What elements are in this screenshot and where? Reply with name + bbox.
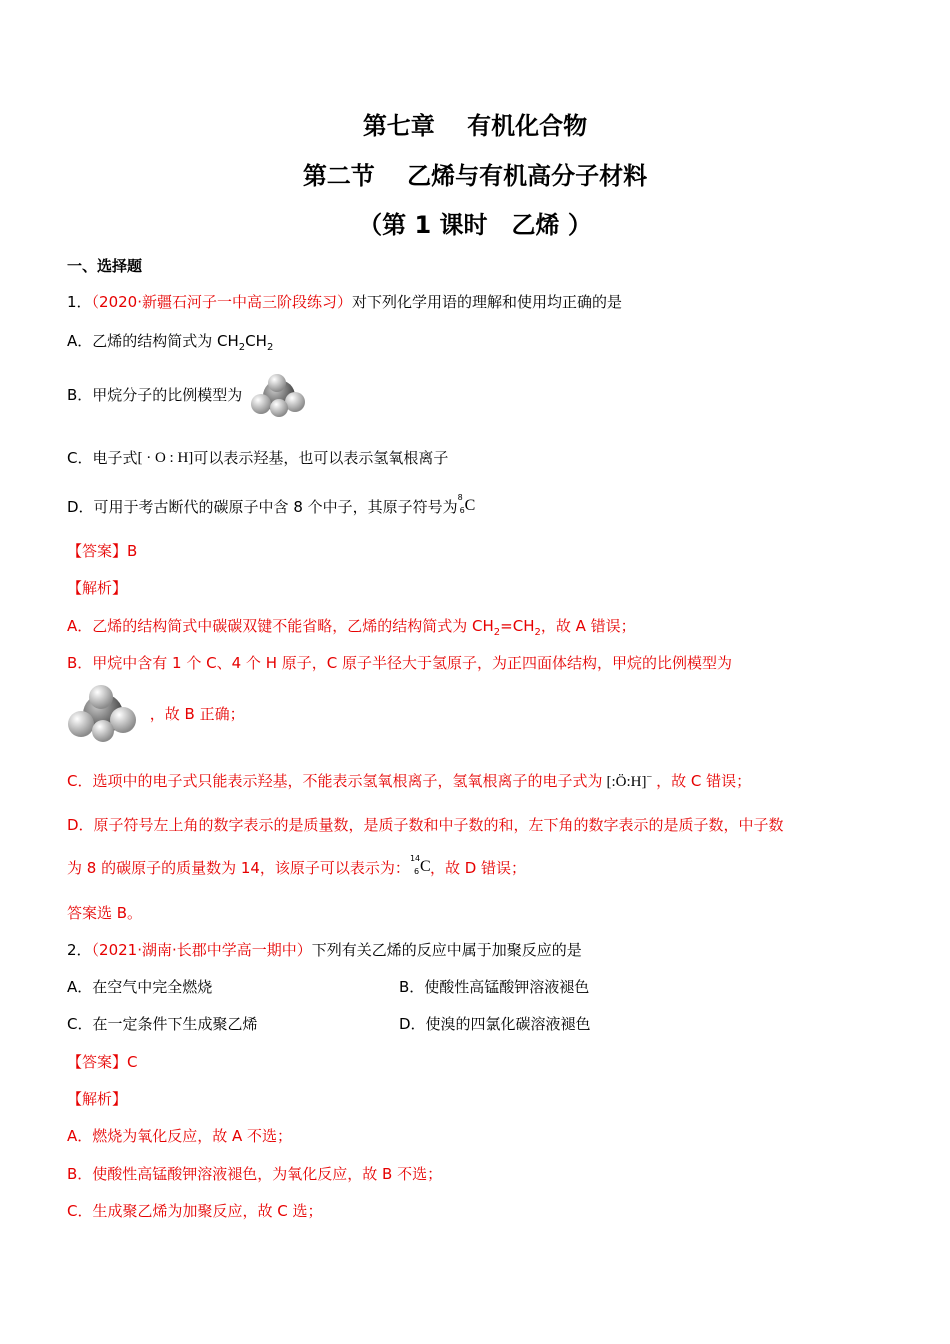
- q2-option-a: A．在空气中完全燃烧: [67, 978, 213, 996]
- q1-option-b: B．甲烷分子的比例模型为: [67, 374, 309, 418]
- q2-option-d: D．使溴的四氯化碳溶液褪色: [399, 1015, 591, 1033]
- q1-explain-d1: D．原子符号左上角的数字表示的是质量数，是质子数和中子数的和，左下角的数字表示的是质子数，中子数: [67, 816, 784, 834]
- q1-option-d: D．可用于考古断代的碳原子中含 8 个中子，其原子符号为 8 6 C: [67, 493, 476, 516]
- q2-explain-c: C．生成聚乙烯为加聚反应，故 C 选；: [67, 1202, 323, 1220]
- section-title: 第二节 乙烯与有机高分子材料: [302, 162, 648, 190]
- electron-formula: [ · O : H]: [137, 450, 194, 466]
- lesson-title: （第 1 课时 乙烯 ）: [358, 211, 592, 239]
- q1-stem: 1．（2020·新疆石河子一中高三阶段练习）对下列化学用语的理解和使用均正确的是: [67, 293, 623, 311]
- q2-analysis-label: 【解析】: [67, 1090, 128, 1108]
- q2-source: （2021·湖南·长郡中学高一期中）: [91, 941, 312, 959]
- q1-explain-a: A．乙烯的结构简式中碳碳双键不能省略，乙烯的结构简式为 $CH_2=CH_2$，故 A 错误；: [67, 617, 636, 638]
- q2-answer: 【答案】C: [67, 1053, 138, 1071]
- part-heading: 一、选择题: [67, 257, 143, 275]
- q2-option-c: C．在一定条件下生成聚乙烯: [67, 1015, 258, 1033]
- q1-explain-b-image: ，故 B 正确；: [67, 684, 245, 744]
- q1-explain-c: C．选项中的电子式只能表示羟基，不能表示氢氧根离子，氢氧根离子的电子式为 [:Ö:H]− ，故 C 错误；: [67, 772, 752, 790]
- q1-conclusion: 答案选 B。: [67, 904, 143, 922]
- q1-option-c: C．电子式[ · O : H]可以表示羟基，也可以表示氢氧根离子: [67, 449, 449, 467]
- q2-explain-b: B．使酸性高锰酸钾溶液褪色，为氧化反应，故 B 不选；: [67, 1165, 443, 1183]
- isotope-symbol-c14: 14 6 C: [409, 854, 431, 876]
- q1-source: （2020·新疆石河子一中高三阶段练习）: [91, 293, 352, 311]
- q2-explain-a: A．燃烧为氧化反应，故 A 不选；: [67, 1127, 293, 1145]
- q1-answer: 【答案】B: [67, 542, 138, 560]
- methane-model-icon: [67, 684, 139, 744]
- q1-explain-d2: 为 8 的碳原子的质量数为 14，该原子可以表示为： 14 6 C ，故 D 错误；: [67, 854, 527, 877]
- q2-option-b: B．使酸性高锰酸钾溶液褪色: [399, 978, 590, 996]
- hydroxide-electron-formula: [:Ö:H]−: [606, 772, 653, 790]
- methane-model-icon: [249, 374, 309, 418]
- isotope-symbol: 8 6 C: [457, 493, 476, 515]
- chapter-title: 第七章 有机化合物: [362, 112, 588, 140]
- q1-explain-b: B．甲烷中含有 1 个 C、4 个 H 原子，C 原子半径大于氢原子，为正四面体结构，甲烷的比例模型为: [67, 654, 732, 672]
- q1-option-a: A．乙烯的结构简式为 $CH_2CH_2$: [67, 332, 274, 353]
- q2-stem: 2．（2021·湖南·长郡中学高一期中）下列有关乙烯的反应中属于加聚反应的是: [67, 941, 582, 959]
- q1-analysis-label: 【解析】: [67, 579, 128, 597]
